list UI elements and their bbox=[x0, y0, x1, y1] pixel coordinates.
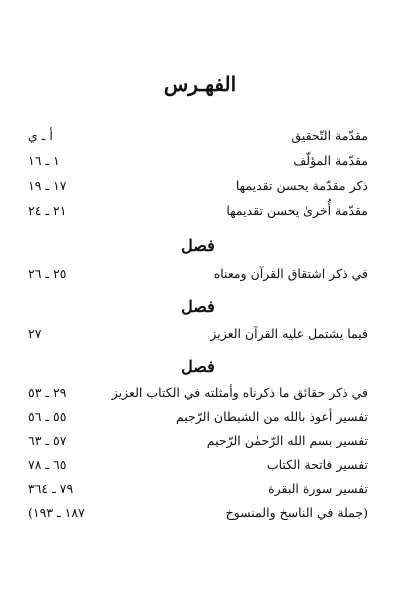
toc-entry-pages: أ ـ ي bbox=[28, 128, 53, 143]
section-heading: فصل bbox=[181, 236, 215, 255]
section-heading: فصل bbox=[181, 297, 215, 316]
section-heading: فصل bbox=[181, 357, 215, 376]
page-title: الفهـرس bbox=[163, 72, 237, 96]
toc-entry bbox=[28, 326, 368, 346]
toc-entry bbox=[28, 481, 368, 501]
toc-entry-label: تفسير فاتحة الكتاب bbox=[266, 457, 368, 472]
toc-entry bbox=[28, 128, 368, 148]
toc-entry-label: تفسير أعوذ بالله من الشيطان الرّجيم bbox=[175, 409, 368, 424]
toc-entry bbox=[28, 505, 368, 525]
toc-entry-label: تفسير سورة البقرة bbox=[268, 481, 368, 496]
toc-entry bbox=[28, 203, 368, 223]
toc-entry-pages: ١٨٧ ـ ١٩٣) bbox=[28, 505, 85, 520]
toc-entry bbox=[28, 457, 368, 477]
toc-entry-pages: ٦٥ ـ ٧٨ bbox=[28, 457, 67, 472]
toc-entry-pages: ٢٥ ـ ٢٦ bbox=[28, 266, 67, 281]
toc-entry bbox=[28, 178, 368, 198]
toc-entry-pages: ١ ـ ١٦ bbox=[28, 153, 60, 168]
toc-entry-label: في ذكر اشتقاق القرآن ومعناه bbox=[213, 266, 368, 281]
toc-entry-label: تفسير بسم الله الرّحمٰن الرّحيم bbox=[206, 433, 368, 448]
toc-entry-pages: ٥٧ ـ ٦٣ bbox=[28, 433, 67, 448]
toc-entry-label: مقدّمة أُخرىٰ يحسن تقديمها bbox=[226, 203, 368, 218]
toc-entry-label: في ذكر حقائق ما ذكرناه وأمثلته في الكتاب العزيز bbox=[111, 385, 368, 400]
toc-entry bbox=[28, 409, 368, 429]
toc-entry-pages: ٢١ ـ ٢٤ bbox=[28, 203, 67, 218]
toc-entry bbox=[28, 266, 368, 286]
toc-entry-pages: ٢٧ bbox=[28, 326, 42, 341]
toc-entry-label: مقدّمة المؤلّف bbox=[293, 153, 368, 168]
toc-entry-pages: ٢٩ ـ ٥٣ bbox=[28, 385, 67, 400]
toc-entry-pages: ٥٥ ـ ٥٦ bbox=[28, 409, 67, 424]
toc-entry bbox=[28, 433, 368, 453]
toc-entry-label: (جملة في الناسخ والمنسوخ bbox=[225, 505, 368, 520]
toc-entry-pages: ٧٩ ـ ٣٦٤ bbox=[28, 481, 74, 496]
toc-entry-label: فيما يشتمل عليه القرآن العزيز bbox=[210, 326, 368, 341]
toc-entry-label: مقدّمة التّحقيق bbox=[291, 128, 368, 143]
toc-entry bbox=[28, 385, 368, 405]
toc-entry-label: ذكر مقدّمة يحسن تقديمها bbox=[235, 178, 368, 193]
toc-entry-pages: ١٧ ـ ١٩ bbox=[28, 178, 67, 193]
toc-entry bbox=[28, 153, 368, 173]
